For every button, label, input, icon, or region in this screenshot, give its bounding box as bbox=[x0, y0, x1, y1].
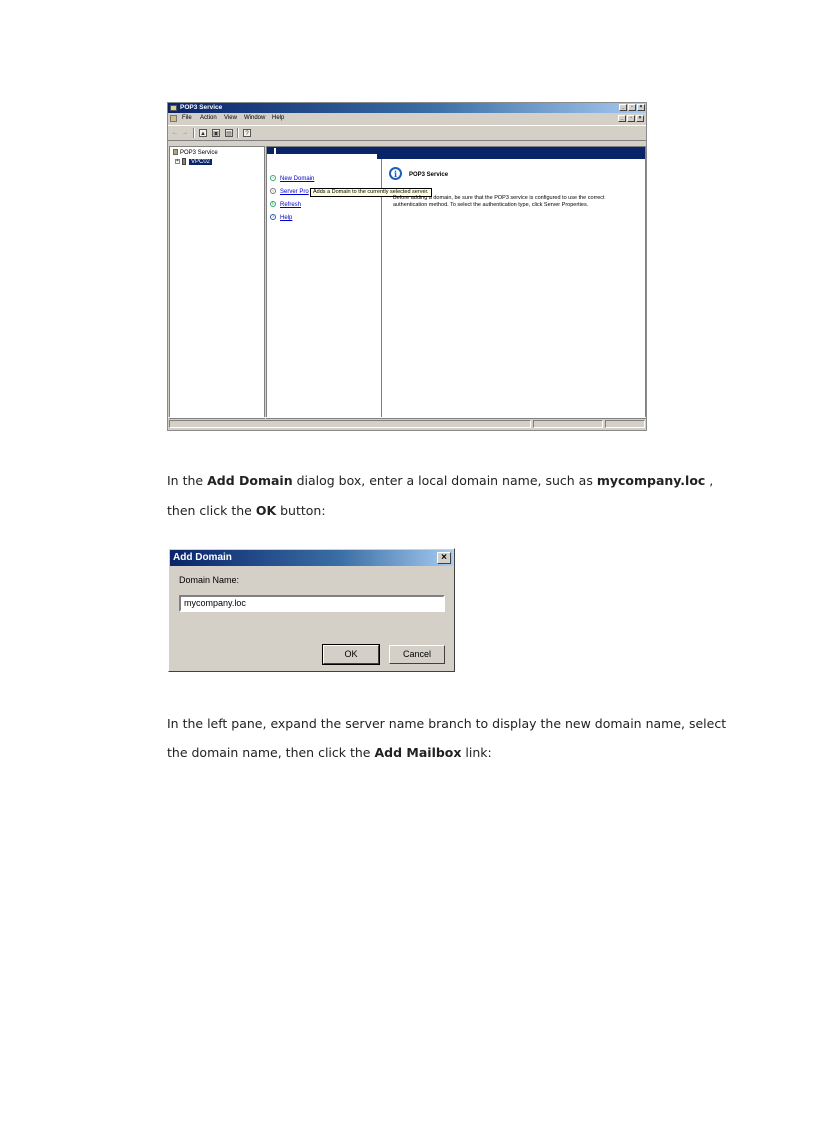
task-help[interactable] bbox=[270, 214, 292, 222]
task-pane-divider bbox=[381, 159, 382, 418]
export-list-icon[interactable]: ▤ bbox=[226, 131, 232, 137]
menu-view[interactable]: View bbox=[224, 115, 237, 121]
menu-action[interactable]: Action bbox=[200, 115, 217, 121]
toolbar bbox=[168, 125, 646, 141]
help-icon[interactable]: ? bbox=[243, 129, 251, 137]
tree-root-pop3-service[interactable] bbox=[173, 149, 218, 157]
tree-item-server-label: VPC02 bbox=[191, 159, 211, 166]
task-server-properties-link[interactable]: Server Pro bbox=[280, 189, 309, 195]
pop3-mmc-window bbox=[167, 102, 647, 431]
status-cell bbox=[605, 420, 645, 428]
server-icon bbox=[182, 158, 186, 165]
task-server-properties[interactable] bbox=[270, 188, 309, 196]
domain-name-label: Domain Name: bbox=[179, 575, 240, 585]
term-add-domain: Add Domain bbox=[207, 473, 293, 488]
status-cell bbox=[169, 420, 531, 428]
mdi-restore-button[interactable]: ▫ bbox=[627, 115, 635, 122]
task-new-domain[interactable] bbox=[270, 175, 314, 183]
term-add-mailbox: Add Mailbox bbox=[374, 745, 462, 760]
help-circle-icon: ? bbox=[271, 214, 275, 220]
close-button[interactable]: × bbox=[637, 104, 645, 111]
back-arrow-icon[interactable]: ← bbox=[172, 130, 178, 136]
window-title: POP3 Service bbox=[180, 104, 223, 111]
cancel-button[interactable]: Cancel bbox=[389, 645, 445, 664]
new-domain-icon: + bbox=[271, 175, 275, 181]
toolbar-separator bbox=[193, 128, 195, 138]
details-header-band bbox=[267, 147, 645, 155]
task-refresh[interactable] bbox=[270, 201, 301, 209]
refresh-icon: ↻ bbox=[271, 201, 275, 207]
info-icon: i bbox=[389, 167, 402, 180]
task-help-link[interactable]: Help bbox=[280, 215, 293, 221]
tooltip: Adds a Domain to the currently selected server. bbox=[310, 188, 432, 197]
instruction-paragraph: In the left pane, expand the server name branch to display the new domain name, select bbox=[167, 716, 727, 731]
menu-file[interactable]: File bbox=[182, 115, 192, 121]
add-domain-dialog bbox=[168, 548, 455, 672]
menu-bar bbox=[168, 113, 646, 124]
properties-icon: • bbox=[270, 188, 276, 194]
pop3-app-icon bbox=[170, 105, 177, 111]
status-cell bbox=[533, 420, 603, 428]
up-folder-icon[interactable]: ▲ bbox=[200, 131, 206, 137]
instruction-paragraph: then click the OK button: bbox=[167, 503, 326, 518]
instruction-paragraph: the domain name, then click the Add Mailbox link: bbox=[167, 745, 492, 760]
mdi-close-button[interactable]: × bbox=[636, 115, 644, 122]
info-body-line: authentication method. To select the authentication type, click Server Properties. bbox=[393, 201, 589, 208]
task-refresh-link[interactable]: Refresh bbox=[280, 202, 302, 208]
menu-help[interactable]: Help bbox=[272, 115, 285, 121]
maximize-button[interactable]: ▫ bbox=[628, 104, 636, 111]
pop3-tree-icon bbox=[173, 149, 178, 155]
status-bar bbox=[168, 417, 646, 430]
info-title: POP3 Service bbox=[409, 172, 449, 178]
dialog-titlebar[interactable] bbox=[170, 550, 453, 566]
term-domain-example: mycompany.loc bbox=[596, 473, 706, 488]
mdi-minimize-button[interactable]: _ bbox=[618, 115, 626, 122]
details-pane bbox=[266, 146, 646, 419]
tree-item-server[interactable] bbox=[175, 158, 212, 166]
toolbar-separator bbox=[237, 128, 239, 138]
instruction-paragraph: In the Add Domain dialog box, enter a local domain name, such as mycompany.loc , bbox=[167, 473, 714, 488]
task-new-domain-link[interactable]: New Domain bbox=[280, 176, 315, 182]
minimize-button[interactable]: _ bbox=[619, 104, 627, 111]
term-ok: OK bbox=[255, 503, 277, 518]
domain-name-input[interactable]: mycompany.loc bbox=[179, 595, 445, 612]
dialog-title: Add Domain bbox=[173, 552, 232, 563]
ok-button[interactable]: OK bbox=[323, 645, 379, 664]
tree-root-label: POP3 Service bbox=[180, 150, 218, 156]
tree-pane bbox=[169, 146, 265, 419]
show-hide-tree-icon[interactable]: ▣ bbox=[213, 131, 219, 137]
info-body-line: Before adding a domain, be sure that the POP3 service is configured to use the correct bbox=[393, 195, 605, 201]
console-icon[interactable] bbox=[170, 115, 177, 122]
menu-window[interactable]: Window bbox=[244, 115, 266, 121]
window-titlebar[interactable] bbox=[168, 103, 646, 113]
forward-arrow-icon[interactable]: → bbox=[182, 130, 188, 136]
close-icon[interactable]: × bbox=[437, 552, 451, 564]
expand-icon[interactable]: + bbox=[176, 158, 179, 164]
info-body bbox=[393, 195, 643, 208]
